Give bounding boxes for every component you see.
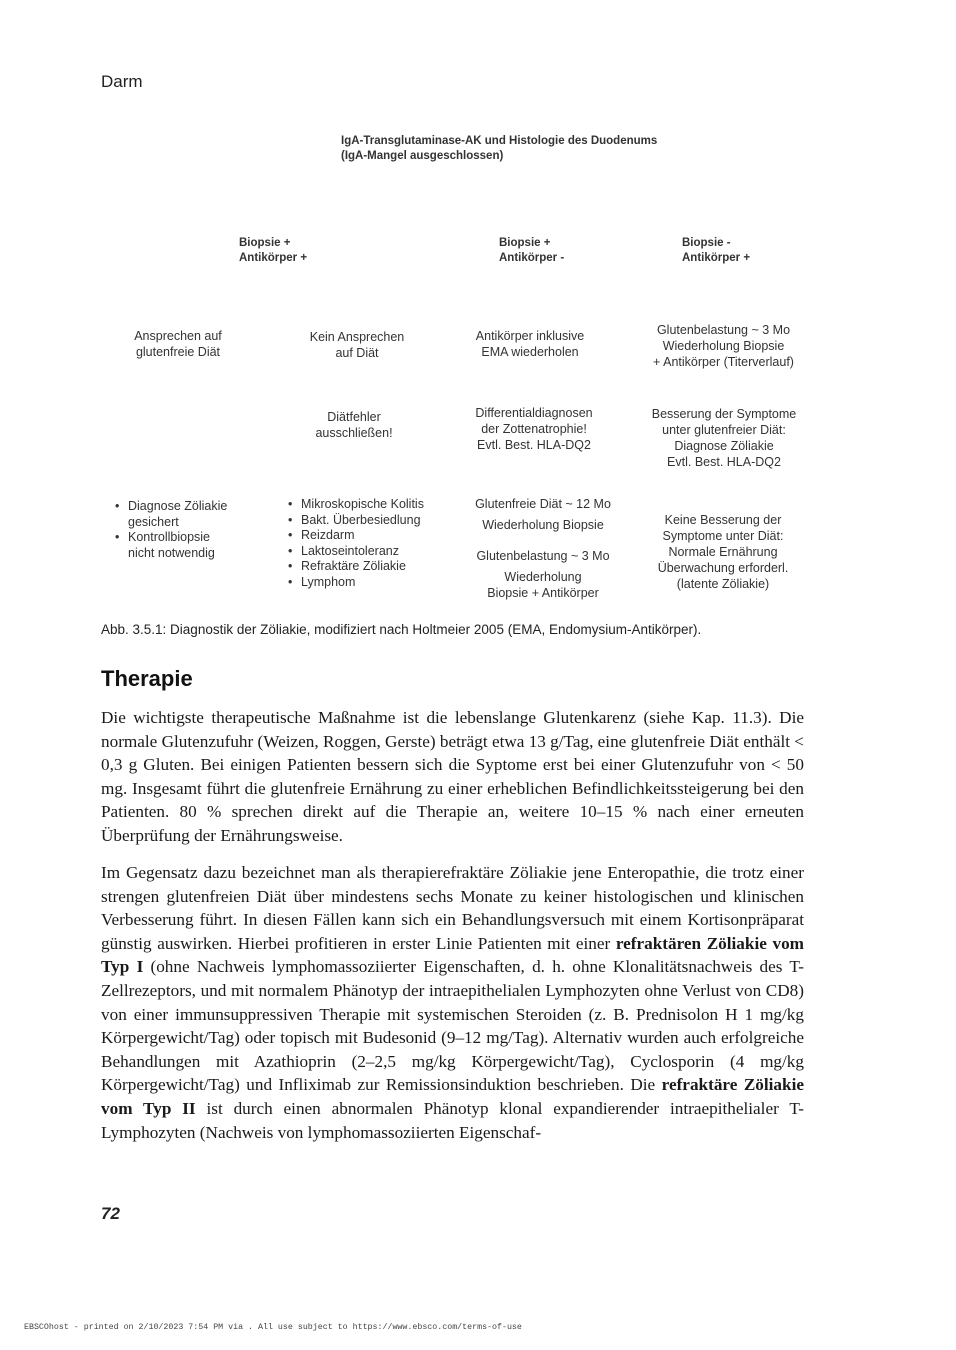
node-no-improvement: Keine Besserung der Symptome unter Diät: Normale Ernährung Überwachung erforderl. (latente Zöliakie) (657, 513, 789, 591)
list-item: • Laktoseintoleranz (288, 544, 458, 560)
bold-term: refraktären Zöliakie vom Typ I (101, 933, 804, 977)
footer-notice: EBSCOhost - printed on 2/10/2023 7:54 PM via . All use subject to https://www.ebsco.com/terms-of-use (24, 1323, 522, 1332)
branch-biopsy-neg-ab-pos: Biopsie - Antikörper + (682, 237, 751, 264)
figure-caption: Abb. 3.5.1: Diagnostik der Zöliakie, modifiziert nach Holtmeier 2005 (EMA, Endomysium-Antikörper). (101, 622, 702, 637)
list-item: • Mikroskopische Kolitis (288, 497, 458, 513)
paragraph: Im Gegensatz dazu bezeichnet man als therapierefraktäre Zöliakie jene Enteropathie, die trotz einer strengen glutenfreien Diät über mindestens sechs Monate zu keiner histologischen und klinischen Verbesserung führt. In diesen Fällen kann sich ein Behandlungsversuch mit einem Kortisonpräparat günstig auswirken. Hierbei profitieren in erster Linie Patienten mit einer refraktären Zöliakie vom Typ I (ohne Nachweis lymphomassoziierter Eigenschaften, d. h. ohne Klonalitätsnachweis des T-Zellrezeptors, und mit normalem Phänotyp der intraepithelialen Lymphozyten ohne Verlust von CD8) von einer immunsuppressiven Therapie mit systemischen Steroiden (z. B. Prednisolon H 1 mg/kg Körpergewicht/Tag) oder topisch mit Budesonid (9–12 mg/Tag). Alternativ wurden auch erfolgreiche Behandlungen mit Azathioprin (2–2,5 mg/kg Körpergewicht/Tag), Cyclosporin (4 mg/kg Körpergewicht/Tag) und Infliximab zur Remissionsinduktion beschrieben. Die refraktäre Zöliakie vom Typ II ist durch einen abnormalen Phänotyp klonal expandierender intraepithelialer T-Lymphozyten (Nachweis von lymphomassoziierten Eigenschaf- (101, 863, 804, 1142)
page-number: 72 (101, 1204, 120, 1223)
node-differential-diagnoses: Differentialdiagnosen der Zottenatrophie! Evtl. Best. HLA-DQ2 (475, 406, 593, 452)
list-item: • Reizdarm (288, 528, 458, 544)
section-heading: Therapie (101, 666, 193, 691)
node-no-response: Kein Ansprechen auf Diät (309, 330, 405, 360)
node-exclude-diet-errors: Diätfehler ausschließen! (315, 410, 393, 440)
list-item: • Diagnose Zöliakie gesichert (115, 499, 255, 530)
node-response-to-diet: Ansprechen auf glutenfreie Diät (134, 329, 222, 359)
paragraph: Die wichtigste therapeutische Maßnahme ist die lebenslange Glutenkarenz (siehe Kap. 11.3). Die normale Glutenzufuhr (Weizen, Roggen, Gerste) beträgt etwa 13 g/Tag, eine glutenfreie Diät enthält < 0,3 g Gluten. Bei einigen Patienten bessern sich die Syptome erst bei einer Glutenzufuhr von < 50 mg. Insgesamt führt die glutenfreie Ernährung zu einer erheblichen Befindlichkeitssteigerung bei den Patienten. 80 % sprechen direkt auf die Therapie an, weitere 10–15 % nach einer erneuten Überprüfung der Ernährungsweise. (101, 708, 804, 845)
list-differential-diagnoses (288, 497, 458, 590)
node-gluten-free-12-months: Glutenfreie Diät ~ 12 Mo Wiederholung Biopsie (475, 497, 611, 532)
node-gluten-challenge: Glutenbelastung ~ 3 Mo Wiederholung Biopsie + Antikörper (Titerverlauf) (653, 323, 794, 369)
list-item: • Kontrollbiopsie nicht notwendig (115, 530, 255, 561)
branch-biopsy-pos-ab-neg: Biopsie + Antikörper - (499, 237, 565, 264)
bold-term: refraktäre Zöliakie vom Typ II (101, 1075, 804, 1118)
running-head: Darm (101, 72, 143, 91)
list-item: • Lymphom (288, 575, 458, 591)
branch-biopsy-pos-ab-pos: Biopsie + Antikörper + (239, 237, 308, 264)
list-diagnosis-confirmed (115, 499, 255, 561)
list-item: • Refraktäre Zöliakie (288, 559, 458, 575)
list-item: • Bakt. Überbesiedlung (288, 513, 458, 529)
diagnostic-flowchart (0, 0, 956, 620)
node-repeat-antibodies: Antikörper inklusive EMA wiederholen (475, 329, 585, 359)
node-gluten-challenge-repeat: Glutenbelastung ~ 3 Mo Wiederholung Biopsie + Antikörper (476, 549, 610, 600)
node-symptom-improvement: Besserung der Symptome unter glutenfreier Diät: Diagnose Zöliakie Evtl. Best. HLA-DQ2 (651, 407, 797, 469)
flowchart-title: IgA-Transglutaminase-AK und Histologie des Duodenums (IgA-Mangel ausgeschlossen) (341, 135, 658, 162)
